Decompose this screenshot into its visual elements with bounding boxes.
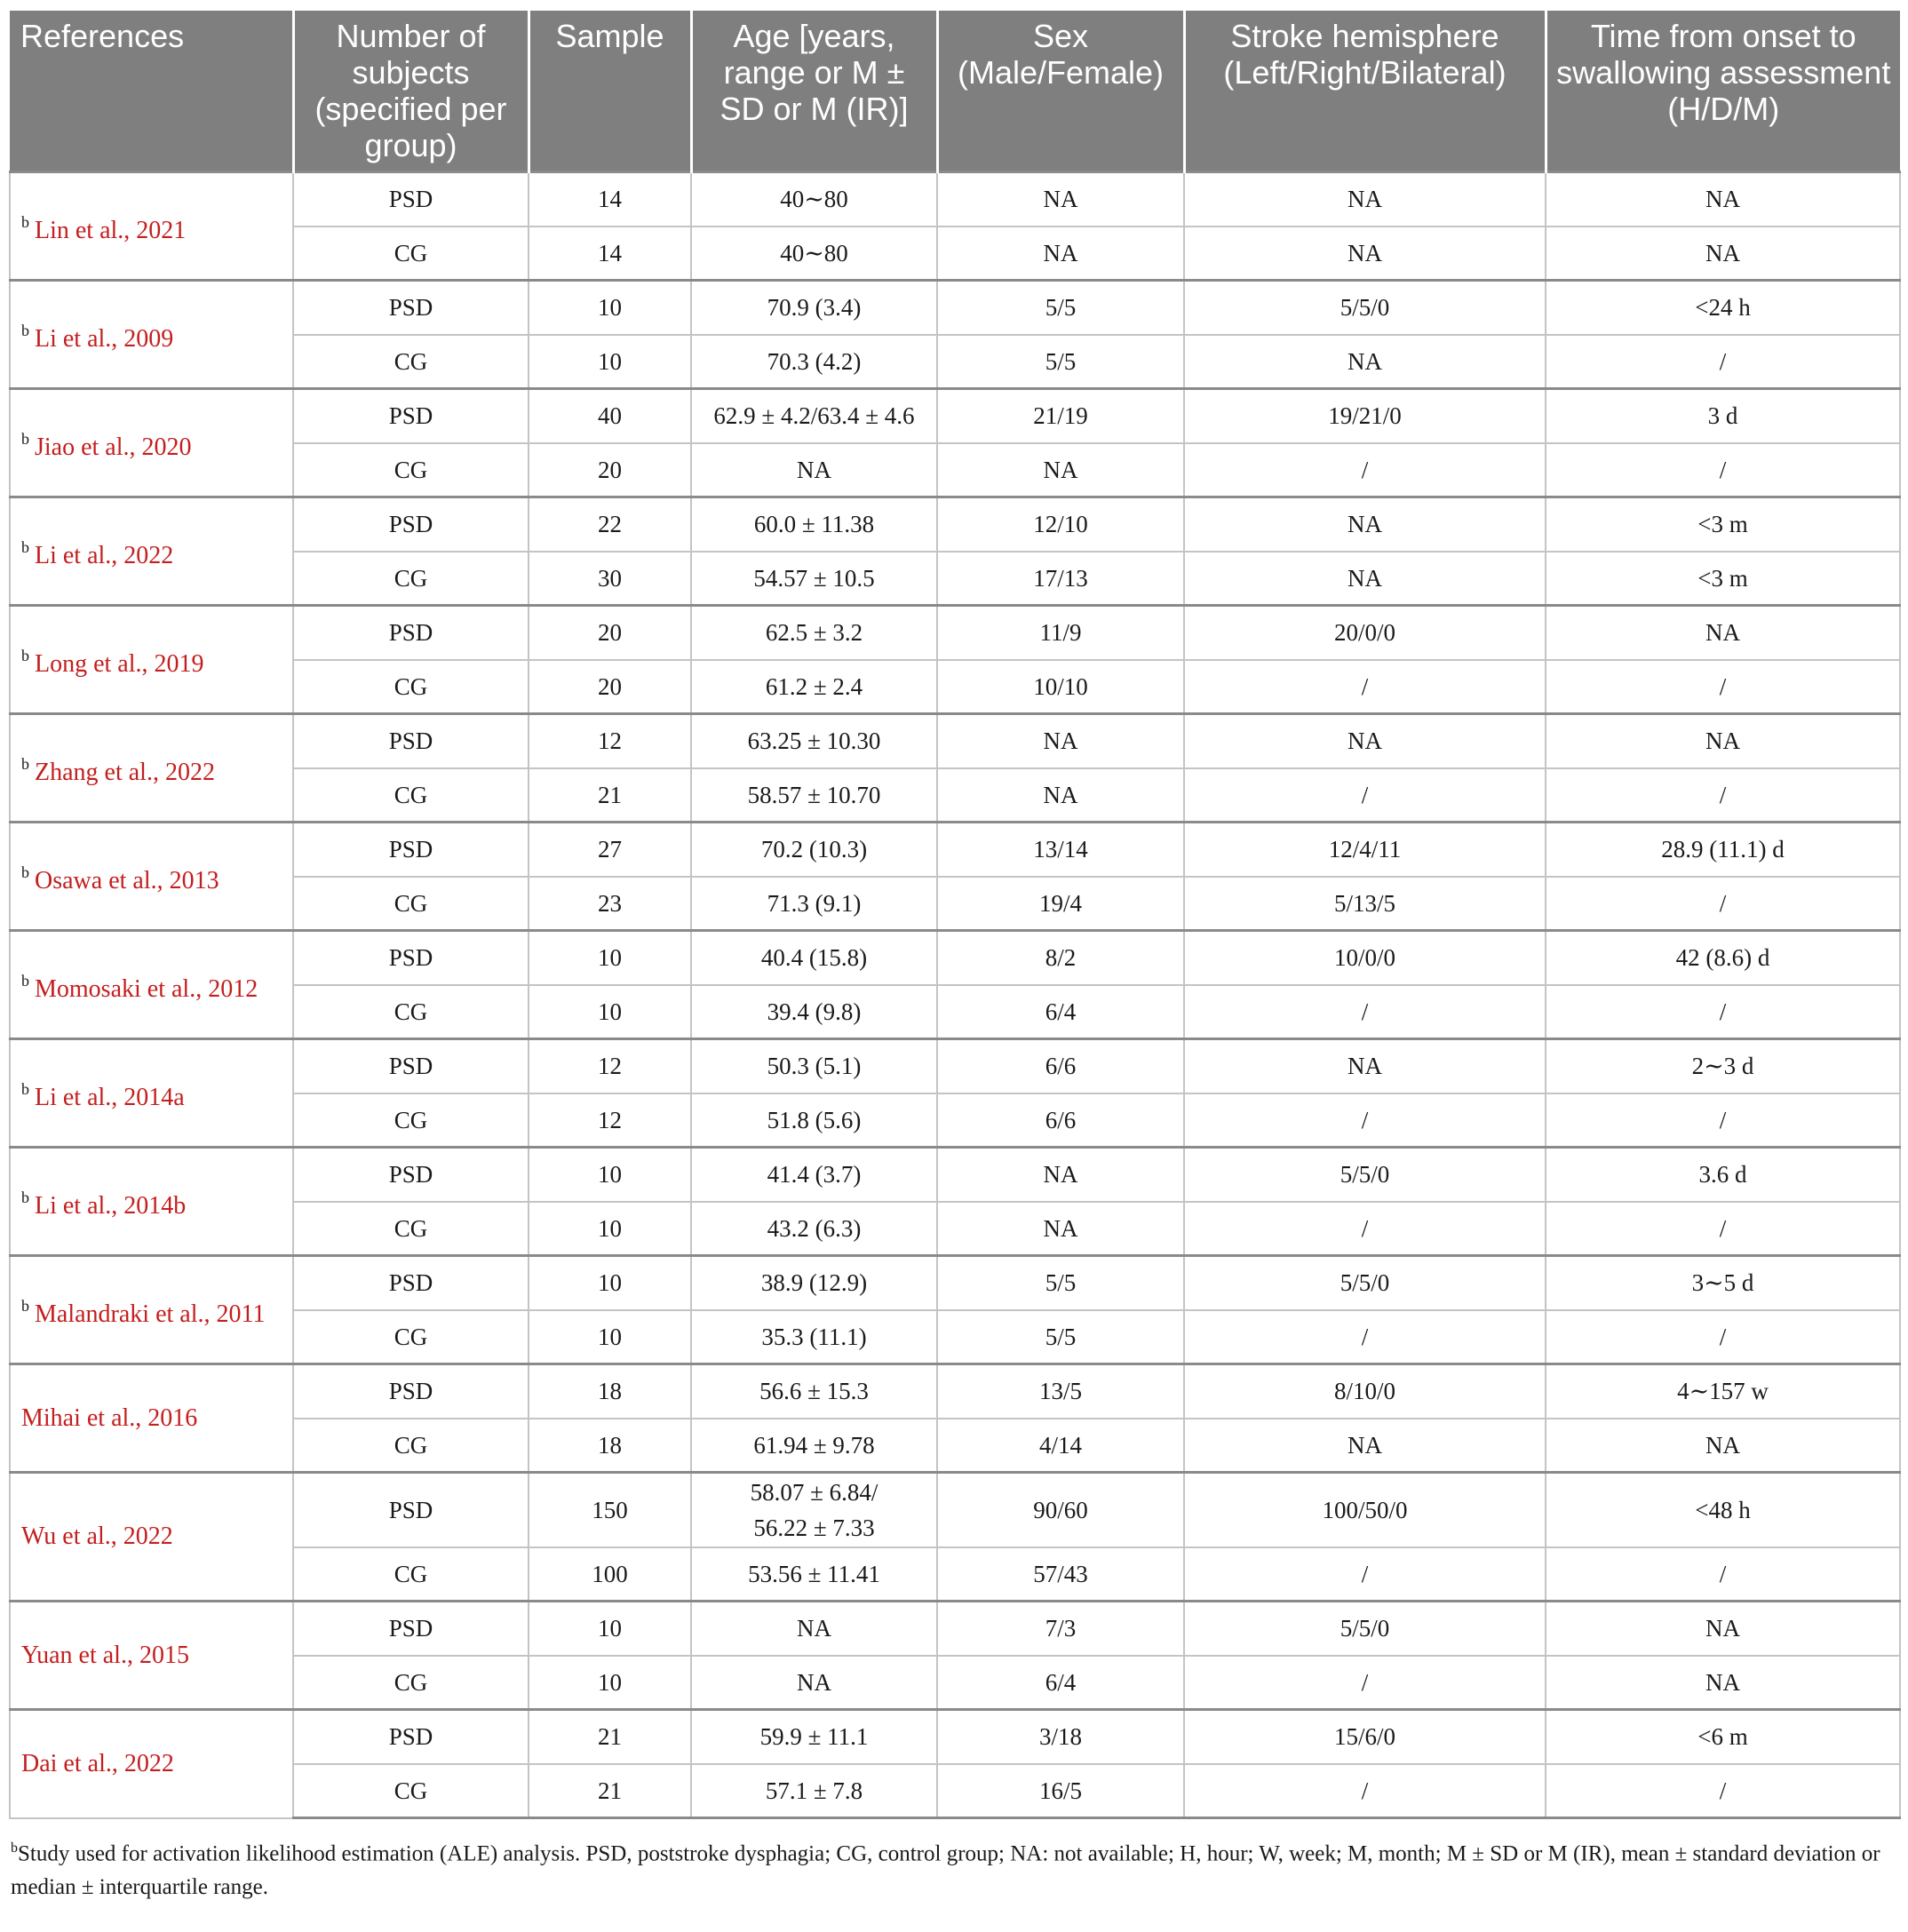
group-cell: PSD <box>293 281 529 335</box>
sample-cell: 21 <box>529 1764 691 1818</box>
hemisphere-cell: 5/5/0 <box>1184 1256 1546 1310</box>
reference-cell <box>10 931 293 1039</box>
time-cell: / <box>1546 660 1900 714</box>
age-line: 58.07 ± 6.84/ <box>750 1478 878 1506</box>
sample-cell: 100 <box>529 1547 691 1602</box>
group-cell: CG <box>293 1310 529 1364</box>
hemisphere-cell: NA <box>1184 227 1546 281</box>
group-cell: PSD <box>293 1473 529 1547</box>
sex-cell: 5/5 <box>937 335 1184 389</box>
time-cell: / <box>1546 985 1900 1039</box>
reference-cell <box>10 714 293 823</box>
reference-mark: b <box>21 1188 29 1206</box>
time-cell: <6 m <box>1546 1710 1900 1764</box>
reference-link[interactable]: Li et al., 2014b <box>35 1191 187 1220</box>
table-row <box>10 823 1900 877</box>
header-number-of-subjects: Number of subjects (specified per group) <box>293 11 529 172</box>
hemisphere-cell: NA <box>1184 497 1546 552</box>
age-cell: 35.3 (11.1) <box>691 1310 937 1364</box>
group-cell: PSD <box>293 606 529 660</box>
sex-cell: 5/5 <box>937 1256 1184 1310</box>
table-row <box>10 227 1900 281</box>
time-cell: 42 (8.6) d <box>1546 931 1900 985</box>
sex-cell: 13/14 <box>937 823 1184 877</box>
table-row <box>10 606 1900 660</box>
sex-cell: 11/9 <box>937 606 1184 660</box>
sex-cell: 5/5 <box>937 281 1184 335</box>
table-row <box>10 1093 1900 1148</box>
table-body <box>10 172 1900 1818</box>
time-cell: NA <box>1546 714 1900 768</box>
reference-mark: b <box>21 212 29 231</box>
sex-cell: 7/3 <box>937 1602 1184 1656</box>
reference-link[interactable]: Lin et al., 2021 <box>35 216 187 244</box>
reference-cell <box>10 823 293 931</box>
table-row <box>10 1710 1900 1764</box>
hemisphere-cell: / <box>1184 1764 1546 1818</box>
hemisphere-cell: / <box>1184 768 1546 823</box>
sex-cell: 13/5 <box>937 1364 1184 1419</box>
hemisphere-cell: 20/0/0 <box>1184 606 1546 660</box>
hemisphere-cell: 10/0/0 <box>1184 931 1546 985</box>
reference-link[interactable]: Mihai et al., 2016 <box>21 1403 198 1432</box>
sample-cell: 10 <box>529 281 691 335</box>
time-cell: NA <box>1546 1602 1900 1656</box>
sample-cell: 10 <box>529 335 691 389</box>
hemisphere-cell: / <box>1184 443 1546 497</box>
reference-link[interactable]: Momosaki et al., 2012 <box>35 974 258 1003</box>
time-cell: / <box>1546 1764 1900 1818</box>
age-cell: 62.5 ± 3.2 <box>691 606 937 660</box>
sex-cell: NA <box>937 768 1184 823</box>
age-cell: 39.4 (9.8) <box>691 985 937 1039</box>
sample-cell: 10 <box>529 1602 691 1656</box>
time-cell: 4∼157 w <box>1546 1364 1900 1419</box>
age-cell: 50.3 (5.1) <box>691 1039 937 1093</box>
age-cell: NA <box>691 1656 937 1710</box>
hemisphere-cell: 15/6/0 <box>1184 1710 1546 1764</box>
hemisphere-cell: 8/10/0 <box>1184 1364 1546 1419</box>
sex-cell: NA <box>937 714 1184 768</box>
hemisphere-cell: / <box>1184 985 1546 1039</box>
reference-cell <box>10 1148 293 1256</box>
sample-cell: 20 <box>529 443 691 497</box>
group-cell: PSD <box>293 389 529 443</box>
time-cell: / <box>1546 443 1900 497</box>
age-cell: 63.25 ± 10.30 <box>691 714 937 768</box>
age-cell: 62.9 ± 4.2/63.4 ± 4.6 <box>691 389 937 443</box>
age-cell: 61.2 ± 2.4 <box>691 660 937 714</box>
sample-cell: 10 <box>529 1310 691 1364</box>
sex-cell: 10/10 <box>937 660 1184 714</box>
sample-cell: 40 <box>529 389 691 443</box>
header-stroke-hemisphere: Stroke hemisphere (Left/Right/Bilateral) <box>1184 11 1546 172</box>
table-row <box>10 1419 1900 1473</box>
reference-link[interactable]: Wu et al., 2022 <box>21 1523 173 1550</box>
age-cell: 53.56 ± 11.41 <box>691 1547 937 1602</box>
hemisphere-cell: 100/50/0 <box>1184 1473 1546 1547</box>
reference-link[interactable]: Osawa et al., 2013 <box>35 866 219 894</box>
table-row <box>10 281 1900 335</box>
reference-mark: b <box>21 429 29 448</box>
time-cell: / <box>1546 1310 1900 1364</box>
hemisphere-cell: NA <box>1184 335 1546 389</box>
table-row <box>10 1039 1900 1093</box>
group-cell: CG <box>293 227 529 281</box>
time-cell: NA <box>1546 172 1900 227</box>
sex-cell: NA <box>937 227 1184 281</box>
time-cell: / <box>1546 1093 1900 1148</box>
table-row <box>10 660 1900 714</box>
age-cell: NA <box>691 443 937 497</box>
sample-cell: 14 <box>529 172 691 227</box>
sex-cell: 19/4 <box>937 877 1184 931</box>
age-cell: 60.0 ± 11.38 <box>691 497 937 552</box>
time-cell: 28.9 (11.1) d <box>1546 823 1900 877</box>
reference-cell <box>10 1473 293 1602</box>
table-row <box>10 714 1900 768</box>
age-cell <box>691 1473 937 1547</box>
reference-link[interactable]: Li et al., 2022 <box>35 541 174 569</box>
reference-cell <box>10 1602 293 1710</box>
hemisphere-cell: / <box>1184 1310 1546 1364</box>
table-row <box>10 931 1900 985</box>
sample-cell: 12 <box>529 714 691 768</box>
reference-link[interactable]: Dai et al., 2022 <box>21 1749 174 1777</box>
sex-cell: 6/6 <box>937 1039 1184 1093</box>
time-cell: <48 h <box>1546 1473 1900 1547</box>
sex-cell: 4/14 <box>937 1419 1184 1473</box>
hemisphere-cell: / <box>1184 1547 1546 1602</box>
group-cell: PSD <box>293 1039 529 1093</box>
sex-cell: NA <box>937 1202 1184 1256</box>
hemisphere-cell: NA <box>1184 552 1546 606</box>
time-cell: <3 m <box>1546 497 1900 552</box>
age-cell: 40.4 (15.8) <box>691 931 937 985</box>
sample-cell: 10 <box>529 1148 691 1202</box>
reference-link[interactable]: Jiao et al., 2020 <box>35 433 192 461</box>
sex-cell: 90/60 <box>937 1473 1184 1547</box>
hemisphere-cell: NA <box>1184 714 1546 768</box>
table-row <box>10 443 1900 497</box>
sex-cell: NA <box>937 1148 1184 1202</box>
table-row <box>10 335 1900 389</box>
age-cell: 56.6 ± 15.3 <box>691 1364 937 1419</box>
reference-link[interactable]: Li et al., 2014a <box>35 1083 185 1111</box>
sample-cell: 150 <box>529 1473 691 1547</box>
age-cell: 61.94 ± 9.78 <box>691 1419 937 1473</box>
age-line: 56.22 ± 7.33 <box>753 1514 875 1541</box>
age-cell: 40∼80 <box>691 227 937 281</box>
table-row <box>10 1547 1900 1602</box>
hemisphere-cell: / <box>1184 660 1546 714</box>
sex-cell: 21/19 <box>937 389 1184 443</box>
table-row <box>10 1602 1900 1656</box>
group-cell: CG <box>293 1419 529 1473</box>
hemisphere-cell: / <box>1184 1202 1546 1256</box>
header-references: References <box>10 11 293 172</box>
table-row <box>10 1473 1900 1547</box>
reference-cell <box>10 1364 293 1473</box>
reference-mark: b <box>21 1079 29 1098</box>
age-cell: 51.8 (5.6) <box>691 1093 937 1148</box>
table-row <box>10 389 1900 443</box>
group-cell: PSD <box>293 172 529 227</box>
sample-cell: 30 <box>529 552 691 606</box>
sample-cell: 14 <box>529 227 691 281</box>
group-cell: CG <box>293 1093 529 1148</box>
table-row <box>10 552 1900 606</box>
group-cell: CG <box>293 552 529 606</box>
age-cell: 70.9 (3.4) <box>691 281 937 335</box>
sex-cell: 17/13 <box>937 552 1184 606</box>
study-characteristics-table <box>9 11 1901 1819</box>
sex-cell: NA <box>937 443 1184 497</box>
hemisphere-cell: 5/13/5 <box>1184 877 1546 931</box>
header-time-onset: Time from onset to swallowing assessment (H/D/M) <box>1546 11 1900 172</box>
table-row <box>10 497 1900 552</box>
reference-link[interactable]: Malandraki et al., 2011 <box>35 1300 266 1328</box>
sex-cell: 6/4 <box>937 985 1184 1039</box>
header-row <box>10 11 1900 172</box>
group-cell: CG <box>293 660 529 714</box>
sex-cell: 3/18 <box>937 1710 1184 1764</box>
sex-cell: 6/4 <box>937 1656 1184 1710</box>
reference-mark: b <box>21 646 29 664</box>
age-cell: 57.1 ± 7.8 <box>691 1764 937 1818</box>
time-cell: 3.6 d <box>1546 1148 1900 1202</box>
table-row <box>10 768 1900 823</box>
sex-cell: 12/10 <box>937 497 1184 552</box>
sex-cell: 6/6 <box>937 1093 1184 1148</box>
reference-cell <box>10 281 293 389</box>
sample-cell: 10 <box>529 1202 691 1256</box>
age-cell: 71.3 (9.1) <box>691 877 937 931</box>
sex-cell: 5/5 <box>937 1310 1184 1364</box>
group-cell: PSD <box>293 1364 529 1419</box>
group-cell: PSD <box>293 1710 529 1764</box>
reference-link[interactable]: Li et al., 2009 <box>35 324 174 353</box>
table-row <box>10 1656 1900 1710</box>
group-cell: CG <box>293 1764 529 1818</box>
hemisphere-cell: NA <box>1184 1039 1546 1093</box>
sex-cell: 57/43 <box>937 1547 1184 1602</box>
time-cell: / <box>1546 877 1900 931</box>
group-cell: PSD <box>293 931 529 985</box>
age-cell: 58.57 ± 10.70 <box>691 768 937 823</box>
reference-mark: b <box>21 321 29 339</box>
group-cell: PSD <box>293 823 529 877</box>
sample-cell: 20 <box>529 660 691 714</box>
group-cell: CG <box>293 1547 529 1602</box>
reference-link[interactable]: Yuan et al., 2015 <box>21 1641 189 1669</box>
hemisphere-cell: 19/21/0 <box>1184 389 1546 443</box>
table-row <box>10 1310 1900 1364</box>
age-cell: 59.9 ± 11.1 <box>691 1710 937 1764</box>
hemisphere-cell: / <box>1184 1093 1546 1148</box>
sample-cell: 22 <box>529 497 691 552</box>
reference-cell <box>10 1039 293 1148</box>
group-cell: PSD <box>293 714 529 768</box>
hemisphere-cell: 5/5/0 <box>1184 1602 1546 1656</box>
sample-cell: 10 <box>529 931 691 985</box>
reference-cell <box>10 606 293 714</box>
group-cell: CG <box>293 1202 529 1256</box>
group-cell: CG <box>293 985 529 1039</box>
time-cell: NA <box>1546 1656 1900 1710</box>
group-cell: CG <box>293 768 529 823</box>
age-cell: 54.57 ± 10.5 <box>691 552 937 606</box>
group-cell: PSD <box>293 1148 529 1202</box>
hemisphere-cell: NA <box>1184 172 1546 227</box>
sample-cell: 12 <box>529 1093 691 1148</box>
reference-cell <box>10 497 293 606</box>
time-cell: <3 m <box>1546 552 1900 606</box>
age-cell: 43.2 (6.3) <box>691 1202 937 1256</box>
time-cell: NA <box>1546 1419 1900 1473</box>
hemisphere-cell: NA <box>1184 1419 1546 1473</box>
time-cell: / <box>1546 768 1900 823</box>
header-sample: Sample <box>529 11 691 172</box>
group-cell: CG <box>293 443 529 497</box>
reference-cell <box>10 389 293 497</box>
sample-cell: 21 <box>529 768 691 823</box>
hemisphere-cell: / <box>1184 1656 1546 1710</box>
sex-cell: 8/2 <box>937 931 1184 985</box>
sample-cell: 27 <box>529 823 691 877</box>
sample-cell: 18 <box>529 1419 691 1473</box>
group-cell: CG <box>293 877 529 931</box>
reference-mark: b <box>21 754 29 773</box>
header-sex: Sex (Male/Female) <box>937 11 1184 172</box>
group-cell: PSD <box>293 1602 529 1656</box>
sex-cell: 16/5 <box>937 1764 1184 1818</box>
hemisphere-cell: 12/4/11 <box>1184 823 1546 877</box>
reference-mark: b <box>21 863 29 881</box>
table-row <box>10 985 1900 1039</box>
footnote-mark: b <box>11 1841 18 1856</box>
time-cell: 3∼5 d <box>1546 1256 1900 1310</box>
group-cell: CG <box>293 1656 529 1710</box>
reference-mark: b <box>21 1296 29 1315</box>
sample-cell: 12 <box>529 1039 691 1093</box>
table-row <box>10 877 1900 931</box>
group-cell: CG <box>293 335 529 389</box>
hemisphere-cell: 5/5/0 <box>1184 281 1546 335</box>
age-cell: 38.9 (12.9) <box>691 1256 937 1310</box>
table-row <box>10 1202 1900 1256</box>
reference-cell <box>10 1710 293 1818</box>
hemisphere-cell: 5/5/0 <box>1184 1148 1546 1202</box>
reference-link[interactable]: Zhang et al., 2022 <box>35 758 215 786</box>
reference-cell <box>10 172 293 281</box>
age-cell: NA <box>691 1602 937 1656</box>
reference-link[interactable]: Long et al., 2019 <box>35 649 204 678</box>
sample-cell: 20 <box>529 606 691 660</box>
table-container <box>9 11 1899 1904</box>
sample-cell: 10 <box>529 1656 691 1710</box>
time-cell: NA <box>1546 227 1900 281</box>
time-cell: 2∼3 d <box>1546 1039 1900 1093</box>
time-cell: <24 h <box>1546 281 1900 335</box>
sample-cell: 18 <box>529 1364 691 1419</box>
table-row <box>10 1364 1900 1419</box>
reference-mark: b <box>21 971 29 990</box>
sex-cell: NA <box>937 172 1184 227</box>
sample-cell: 10 <box>529 1256 691 1310</box>
reference-cell <box>10 1256 293 1364</box>
age-cell: 40∼80 <box>691 172 937 227</box>
table-row <box>10 1256 1900 1310</box>
time-cell: 3 d <box>1546 389 1900 443</box>
table-footnote <box>9 1832 1901 1904</box>
sample-cell: 23 <box>529 877 691 931</box>
age-cell: 41.4 (3.7) <box>691 1148 937 1202</box>
header-age: Age [years, range or M ± SD or M (IR)] <box>691 11 937 172</box>
age-cell: 70.3 (4.2) <box>691 335 937 389</box>
reference-mark: b <box>21 537 29 556</box>
sample-cell: 21 <box>529 1710 691 1764</box>
time-cell: NA <box>1546 606 1900 660</box>
table-row <box>10 1764 1900 1818</box>
time-cell: / <box>1546 1547 1900 1602</box>
footnote-text: Study used for activation likelihood estimation (ALE) analysis. PSD, poststroke dysphagia; CG, control group; NA: not available; H, hour; W, week; M, month; M ± SD or M (IR), mean ± standard deviation or median ± interquartile range. <box>11 1841 1880 1900</box>
sample-cell: 10 <box>529 985 691 1039</box>
table-row <box>10 172 1900 227</box>
time-cell: / <box>1546 1202 1900 1256</box>
group-cell: PSD <box>293 497 529 552</box>
table-row <box>10 1148 1900 1202</box>
time-cell: / <box>1546 335 1900 389</box>
age-cell: 70.2 (10.3) <box>691 823 937 877</box>
group-cell: PSD <box>293 1256 529 1310</box>
